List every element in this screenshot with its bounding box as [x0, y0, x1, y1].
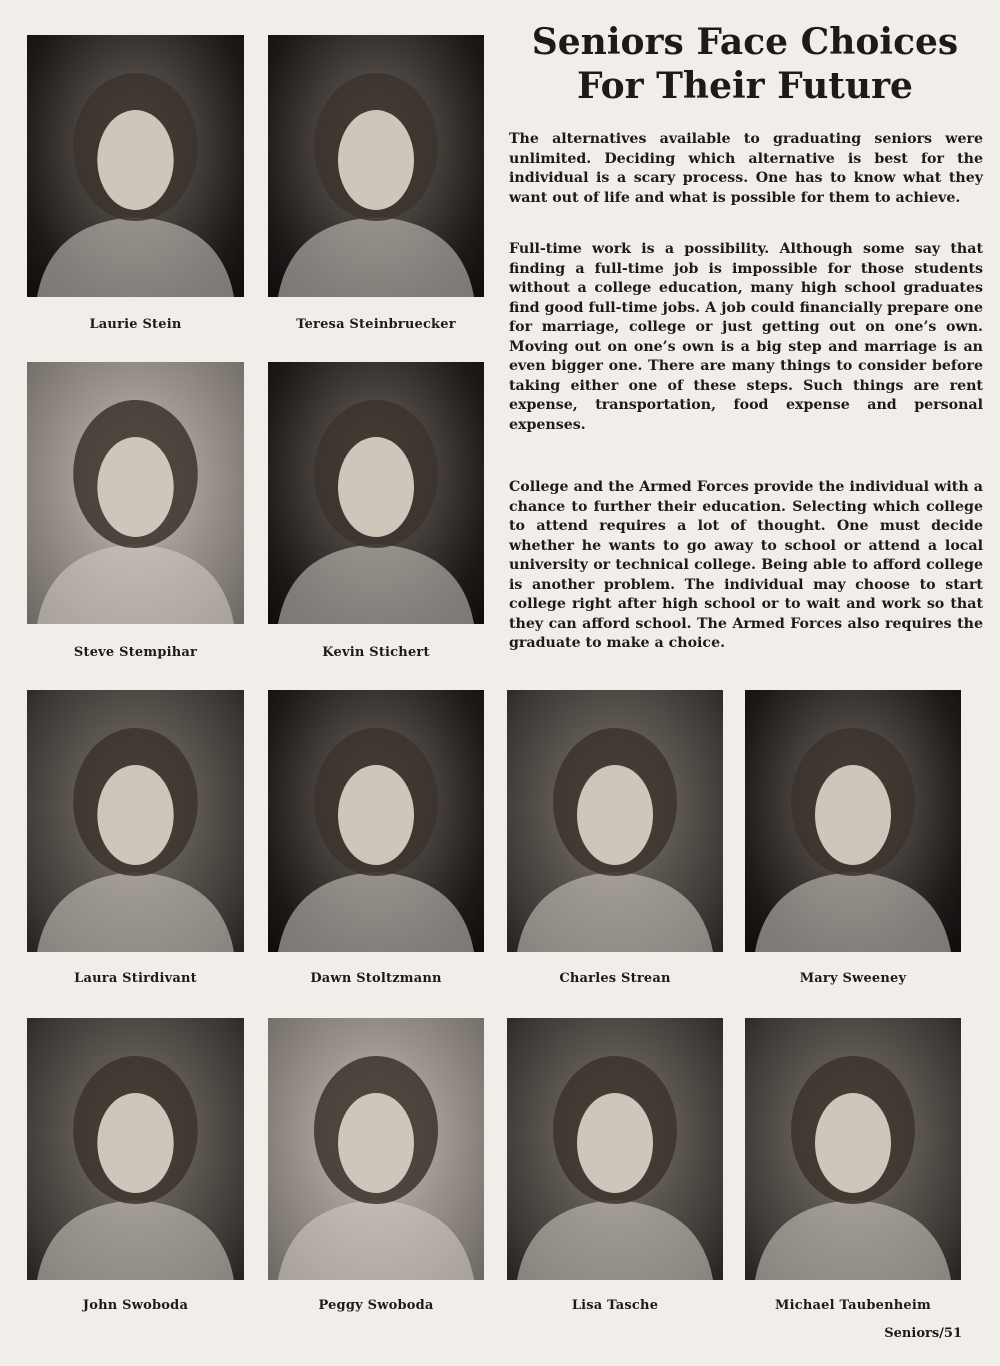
shoulders-shape: [517, 1200, 713, 1280]
face-shape: [97, 437, 173, 537]
portrait-silhouette: [268, 1018, 484, 1280]
face-shape: [97, 110, 173, 210]
portrait-caption: Kevin Stichert: [322, 645, 430, 660]
face-shape: [815, 765, 891, 865]
face-shape: [338, 437, 414, 537]
portrait-photo: [27, 690, 244, 952]
portrait-silhouette: [27, 35, 244, 297]
article-paragraph: College and the Armed Forces provide the individual with a chance to further their education. Selecting which college to attend requires a lot of thought. One must decide whether he wants to go away to school or attend a local university or technical college. Being able to afford college is another problem. The individual may choose to start college right after high school or to wait and work so that they can afford school. The Armed Forces also requires the graduate to make a choice.: [509, 479, 983, 651]
shoulders-shape: [37, 217, 234, 297]
article-paragraph: The alternatives available to graduating seniors were unlimited. Deciding which alternative is best for the individual is a scary process. One has to know what they want out of life and what is possible for them to achieve.: [509, 131, 983, 206]
portrait-photo: [268, 35, 484, 297]
shoulders-shape: [37, 872, 234, 952]
portrait-caption: Michael Taubenheim: [775, 1298, 931, 1313]
shoulders-shape: [37, 1200, 234, 1280]
face-shape: [97, 765, 173, 865]
article-headline: Seniors Face Choices For Their Future: [531, 21, 959, 107]
face-shape: [338, 110, 414, 210]
portrait-photo: [27, 1018, 244, 1280]
portrait-photo: [268, 362, 484, 624]
portrait-silhouette: [268, 362, 484, 624]
portrait-caption: Laura Stirdivant: [74, 971, 197, 986]
shoulders-shape: [517, 872, 713, 952]
portrait-silhouette: [27, 362, 244, 624]
face-shape: [815, 1093, 891, 1193]
portrait-caption: Mary Sweeney: [799, 971, 907, 986]
portrait-photo: [507, 690, 723, 952]
portrait-caption: Laurie Stein: [89, 317, 182, 332]
portrait-photo: [268, 1018, 484, 1280]
shoulders-shape: [37, 544, 234, 624]
face-shape: [577, 765, 653, 865]
portrait-caption: Dawn Stoltzmann: [310, 971, 442, 986]
portrait-silhouette: [27, 690, 244, 952]
portrait-silhouette: [268, 35, 484, 297]
face-shape: [338, 765, 414, 865]
portrait-photo: [507, 1018, 723, 1280]
shoulders-shape: [278, 217, 474, 297]
shoulders-shape: [755, 872, 951, 952]
portrait-photo: [745, 1018, 961, 1280]
portrait-photo: [27, 35, 244, 297]
portrait-silhouette: [745, 1018, 961, 1280]
portrait-caption: Steve Stempihar: [73, 645, 198, 660]
face-shape: [97, 1093, 173, 1193]
portrait-silhouette: [268, 690, 484, 952]
shoulders-shape: [278, 872, 474, 952]
face-shape: [338, 1093, 414, 1193]
portrait-silhouette: [507, 690, 723, 952]
portrait-caption: Teresa Steinbruecker: [296, 317, 456, 332]
shoulders-shape: [755, 1200, 951, 1280]
portrait-photo: [268, 690, 484, 952]
article-paragraph: Full-time work is a possibility. Although some say that finding a full-time job is impossible for those students without a college education, many high school graduates find good full-time jobs. A job could financially prepare one for marriage, college or just getting out on one’s own. Moving out on one’s own is a big step and marriage is an even bigger one. There are many things to consider before taking either one of these steps. Such things are rent expense, transportation, food expense and personal expenses.: [509, 241, 983, 433]
portrait-photo: [745, 690, 961, 952]
portrait-caption: John Swoboda: [82, 1298, 189, 1313]
portrait-silhouette: [507, 1018, 723, 1280]
shoulders-shape: [278, 544, 474, 624]
portrait-photo: [27, 362, 244, 624]
shoulders-shape: [278, 1200, 474, 1280]
page-folio: Seniors/51: [884, 1326, 962, 1341]
portrait-silhouette: [745, 690, 961, 952]
portrait-caption: Charles Strean: [559, 971, 671, 986]
portrait-silhouette: [27, 1018, 244, 1280]
portrait-caption: Lisa Tasche: [571, 1298, 659, 1313]
portrait-caption: Peggy Swoboda: [318, 1298, 434, 1313]
face-shape: [577, 1093, 653, 1193]
